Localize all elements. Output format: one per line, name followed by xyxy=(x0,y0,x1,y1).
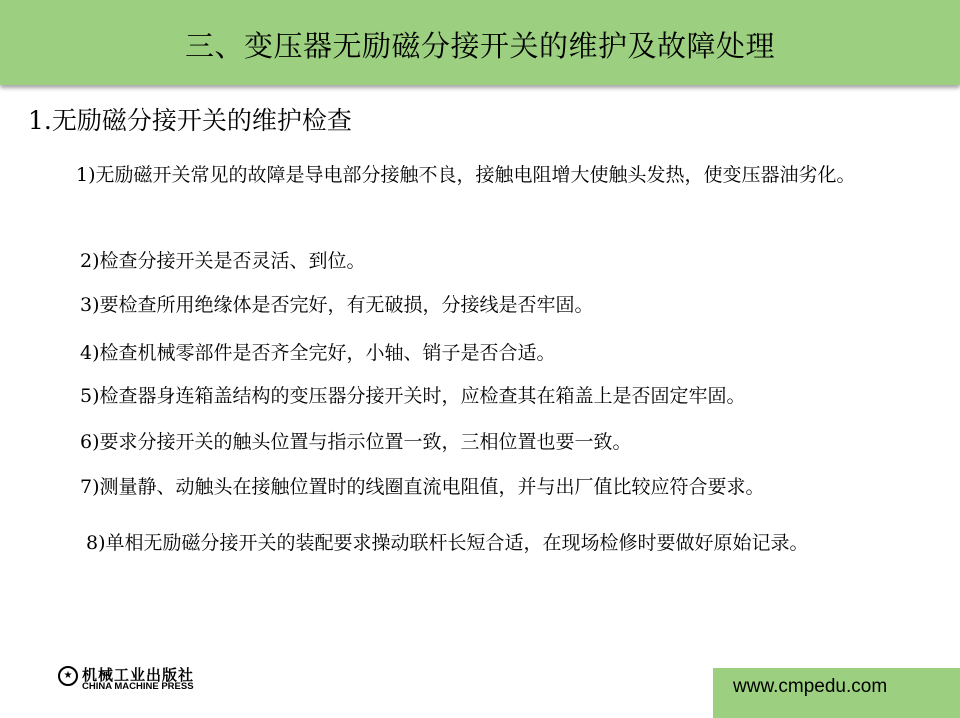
list-item: 7)测量静、动触头在接触位置时的线圈直流电阻值，并与出厂值比较应符合要求。 xyxy=(80,476,765,498)
slide-title: 三、变压器无励磁分接开关的维护及故障处理 xyxy=(184,29,775,63)
gear-star-icon: ★ xyxy=(58,666,78,686)
publisher-name-cn: 机械工业出版社 xyxy=(82,666,195,684)
list-item: 3)要检查所用绝缘体是否完好，有无破损，分接线是否牢固。 xyxy=(80,294,594,316)
list-item: 8)单相无励磁分接开关的装配要求操动联杆长短合适，在现场检修时要做好原始记录。 xyxy=(86,532,809,554)
list-item: 4)检查机械零部件是否齐全完好，小轴、销子是否合适。 xyxy=(80,342,556,364)
publisher-name-en: CHINA MACHINE PRESS xyxy=(82,681,194,692)
title-bar xyxy=(0,0,960,85)
section-heading: 1.无励磁分接开关的维护检查 xyxy=(28,106,352,135)
list-item: 6)要求分接开关的触头位置与指示位置一致，三相位置也要一致。 xyxy=(80,431,632,453)
list-item: 5)检查器身连箱盖结构的变压器分接开关时，应检查其在箱盖上是否固定牢固。 xyxy=(80,385,746,407)
footer-url: www.cmpedu.com xyxy=(733,676,888,697)
list-item: 1)无励磁开关常见的故障是导电部分接触不良，接触电阻增大使触头发热，使变压器油劣化。 xyxy=(76,164,856,186)
list-item: 2)检查分接开关是否灵活、到位。 xyxy=(80,250,366,272)
publisher-logo xyxy=(58,665,238,693)
